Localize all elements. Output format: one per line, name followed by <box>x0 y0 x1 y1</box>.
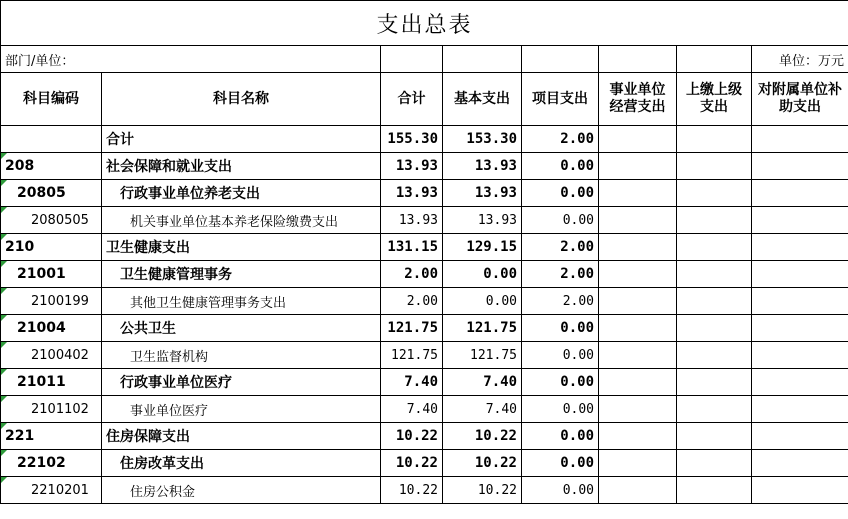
header-upper: 上缴上级支出 <box>677 73 752 126</box>
business-cell <box>599 477 677 504</box>
code-cell: 21004 <box>1 315 102 342</box>
business-cell <box>599 288 677 315</box>
name-cell: 住房保障支出 <box>102 423 381 450</box>
meta-empty-cell <box>677 46 752 73</box>
name-cell: 公共卫生 <box>102 315 381 342</box>
basic-cell: 13.93 <box>443 153 522 180</box>
table-row <box>1 288 848 315</box>
business-cell <box>599 153 677 180</box>
business-cell <box>599 396 677 423</box>
meta-empty-cell <box>381 46 443 73</box>
basic-cell: 121.75 <box>443 342 522 369</box>
table-row <box>1 477 848 504</box>
basic-cell: 0.00 <box>443 261 522 288</box>
business-cell <box>599 207 677 234</box>
code-cell: 2210201 <box>1 477 102 504</box>
code-cell: 2100402 <box>1 342 102 369</box>
upper-cell <box>677 477 752 504</box>
business-cell <box>599 234 677 261</box>
total-cell: 121.75 <box>381 315 443 342</box>
total-cell: 131.15 <box>381 234 443 261</box>
code-cell: 22102 <box>1 450 102 477</box>
table-row <box>1 396 848 423</box>
name-cell: 住房公积金 <box>102 477 381 504</box>
upper-cell <box>677 342 752 369</box>
upper-cell <box>677 396 752 423</box>
name-cell: 住房改革支出 <box>102 450 381 477</box>
subsidy-cell <box>752 423 848 450</box>
project-cell: 0.00 <box>522 423 599 450</box>
upper-cell <box>677 261 752 288</box>
header-subsidy: 对附属单位补助支出 <box>752 73 848 126</box>
total-cell: 155.30 <box>381 126 443 153</box>
name-cell: 社会保障和就业支出 <box>102 153 381 180</box>
meta-empty-cell <box>522 46 599 73</box>
code-cell: 21001 <box>1 261 102 288</box>
table-row <box>1 261 848 288</box>
total-cell: 10.22 <box>381 450 443 477</box>
upper-cell <box>677 126 752 153</box>
subsidy-cell <box>752 450 848 477</box>
project-cell: 0.00 <box>522 477 599 504</box>
subsidy-cell <box>752 234 848 261</box>
name-cell: 事业单位医疗 <box>102 396 381 423</box>
code-cell: 20805 <box>1 180 102 207</box>
upper-cell <box>677 207 752 234</box>
project-cell: 0.00 <box>522 207 599 234</box>
header-project: 项目支出 <box>522 73 599 126</box>
subsidy-cell <box>752 288 848 315</box>
basic-cell: 10.22 <box>443 477 522 504</box>
table-title: 支出总表 <box>1 1 848 46</box>
table-row <box>1 315 848 342</box>
table-row <box>1 234 848 261</box>
table-row <box>1 207 848 234</box>
project-cell: 0.00 <box>522 450 599 477</box>
business-cell <box>599 369 677 396</box>
project-cell: 2.00 <box>522 288 599 315</box>
upper-cell <box>677 369 752 396</box>
name-cell: 行政事业单位医疗 <box>102 369 381 396</box>
total-cell: 7.40 <box>381 369 443 396</box>
basic-cell: 10.22 <box>443 450 522 477</box>
subsidy-cell <box>752 396 848 423</box>
basic-cell: 13.93 <box>443 180 522 207</box>
upper-cell <box>677 288 752 315</box>
header-business: 事业单位经营支出 <box>599 73 677 126</box>
header-row <box>1 73 848 126</box>
total-cell: 13.93 <box>381 180 443 207</box>
subsidy-cell <box>752 180 848 207</box>
title-row <box>1 1 848 46</box>
code-cell <box>1 126 102 153</box>
business-cell <box>599 261 677 288</box>
table-row <box>1 153 848 180</box>
meta-row <box>1 46 848 73</box>
header-total: 合计 <box>381 73 443 126</box>
name-cell: 机关事业单位基本养老保险缴费支出 <box>102 207 381 234</box>
business-cell <box>599 126 677 153</box>
name-cell: 行政事业单位养老支出 <box>102 180 381 207</box>
header-name: 科目名称 <box>102 73 381 126</box>
project-cell: 2.00 <box>522 126 599 153</box>
total-cell: 7.40 <box>381 396 443 423</box>
basic-cell: 7.40 <box>443 369 522 396</box>
project-cell: 0.00 <box>522 315 599 342</box>
table-row <box>1 342 848 369</box>
upper-cell <box>677 315 752 342</box>
subsidy-cell <box>752 477 848 504</box>
subsidy-cell <box>752 369 848 396</box>
project-cell: 2.00 <box>522 261 599 288</box>
subsidy-cell <box>752 315 848 342</box>
subsidy-cell <box>752 342 848 369</box>
basic-cell: 129.15 <box>443 234 522 261</box>
table-row <box>1 450 848 477</box>
total-cell: 10.22 <box>381 477 443 504</box>
business-cell <box>599 450 677 477</box>
subsidy-cell <box>752 153 848 180</box>
header-basic: 基本支出 <box>443 73 522 126</box>
basic-cell: 153.30 <box>443 126 522 153</box>
subsidy-cell <box>752 207 848 234</box>
total-cell: 13.93 <box>381 153 443 180</box>
table-row <box>1 423 848 450</box>
unit-label: 单位：万元 <box>752 46 848 73</box>
upper-cell <box>677 180 752 207</box>
upper-cell <box>677 234 752 261</box>
total-cell: 121.75 <box>381 342 443 369</box>
upper-cell <box>677 153 752 180</box>
total-cell: 2.00 <box>381 261 443 288</box>
project-cell: 0.00 <box>522 396 599 423</box>
name-cell: 其他卫生健康管理事务支出 <box>102 288 381 315</box>
name-cell: 卫生健康管理事务 <box>102 261 381 288</box>
name-cell: 合计 <box>102 126 381 153</box>
header-code: 科目编码 <box>1 73 102 126</box>
total-cell: 2.00 <box>381 288 443 315</box>
code-cell: 2100199 <box>1 288 102 315</box>
basic-cell: 0.00 <box>443 288 522 315</box>
meta-empty-cell <box>443 46 522 73</box>
project-cell: 2.00 <box>522 234 599 261</box>
table-row <box>1 126 848 153</box>
business-cell <box>599 315 677 342</box>
name-cell: 卫生健康支出 <box>102 234 381 261</box>
basic-cell: 10.22 <box>443 423 522 450</box>
project-cell: 0.00 <box>522 369 599 396</box>
code-cell: 2080505 <box>1 207 102 234</box>
project-cell: 0.00 <box>522 342 599 369</box>
subsidy-cell <box>752 126 848 153</box>
business-cell <box>599 180 677 207</box>
business-cell <box>599 423 677 450</box>
code-cell: 208 <box>1 153 102 180</box>
upper-cell <box>677 423 752 450</box>
basic-cell: 7.40 <box>443 396 522 423</box>
project-cell: 0.00 <box>522 153 599 180</box>
subsidy-cell <box>752 261 848 288</box>
code-cell: 21011 <box>1 369 102 396</box>
table-row <box>1 369 848 396</box>
dept-label: 部门/单位： <box>1 46 381 73</box>
meta-empty-cell <box>599 46 677 73</box>
name-cell: 卫生监督机构 <box>102 342 381 369</box>
code-cell: 210 <box>1 234 102 261</box>
project-cell: 0.00 <box>522 180 599 207</box>
business-cell <box>599 342 677 369</box>
code-cell: 2101102 <box>1 396 102 423</box>
code-cell: 221 <box>1 423 102 450</box>
basic-cell: 121.75 <box>443 315 522 342</box>
upper-cell <box>677 450 752 477</box>
total-cell: 13.93 <box>381 207 443 234</box>
table-row <box>1 180 848 207</box>
total-cell: 10.22 <box>381 423 443 450</box>
basic-cell: 13.93 <box>443 207 522 234</box>
